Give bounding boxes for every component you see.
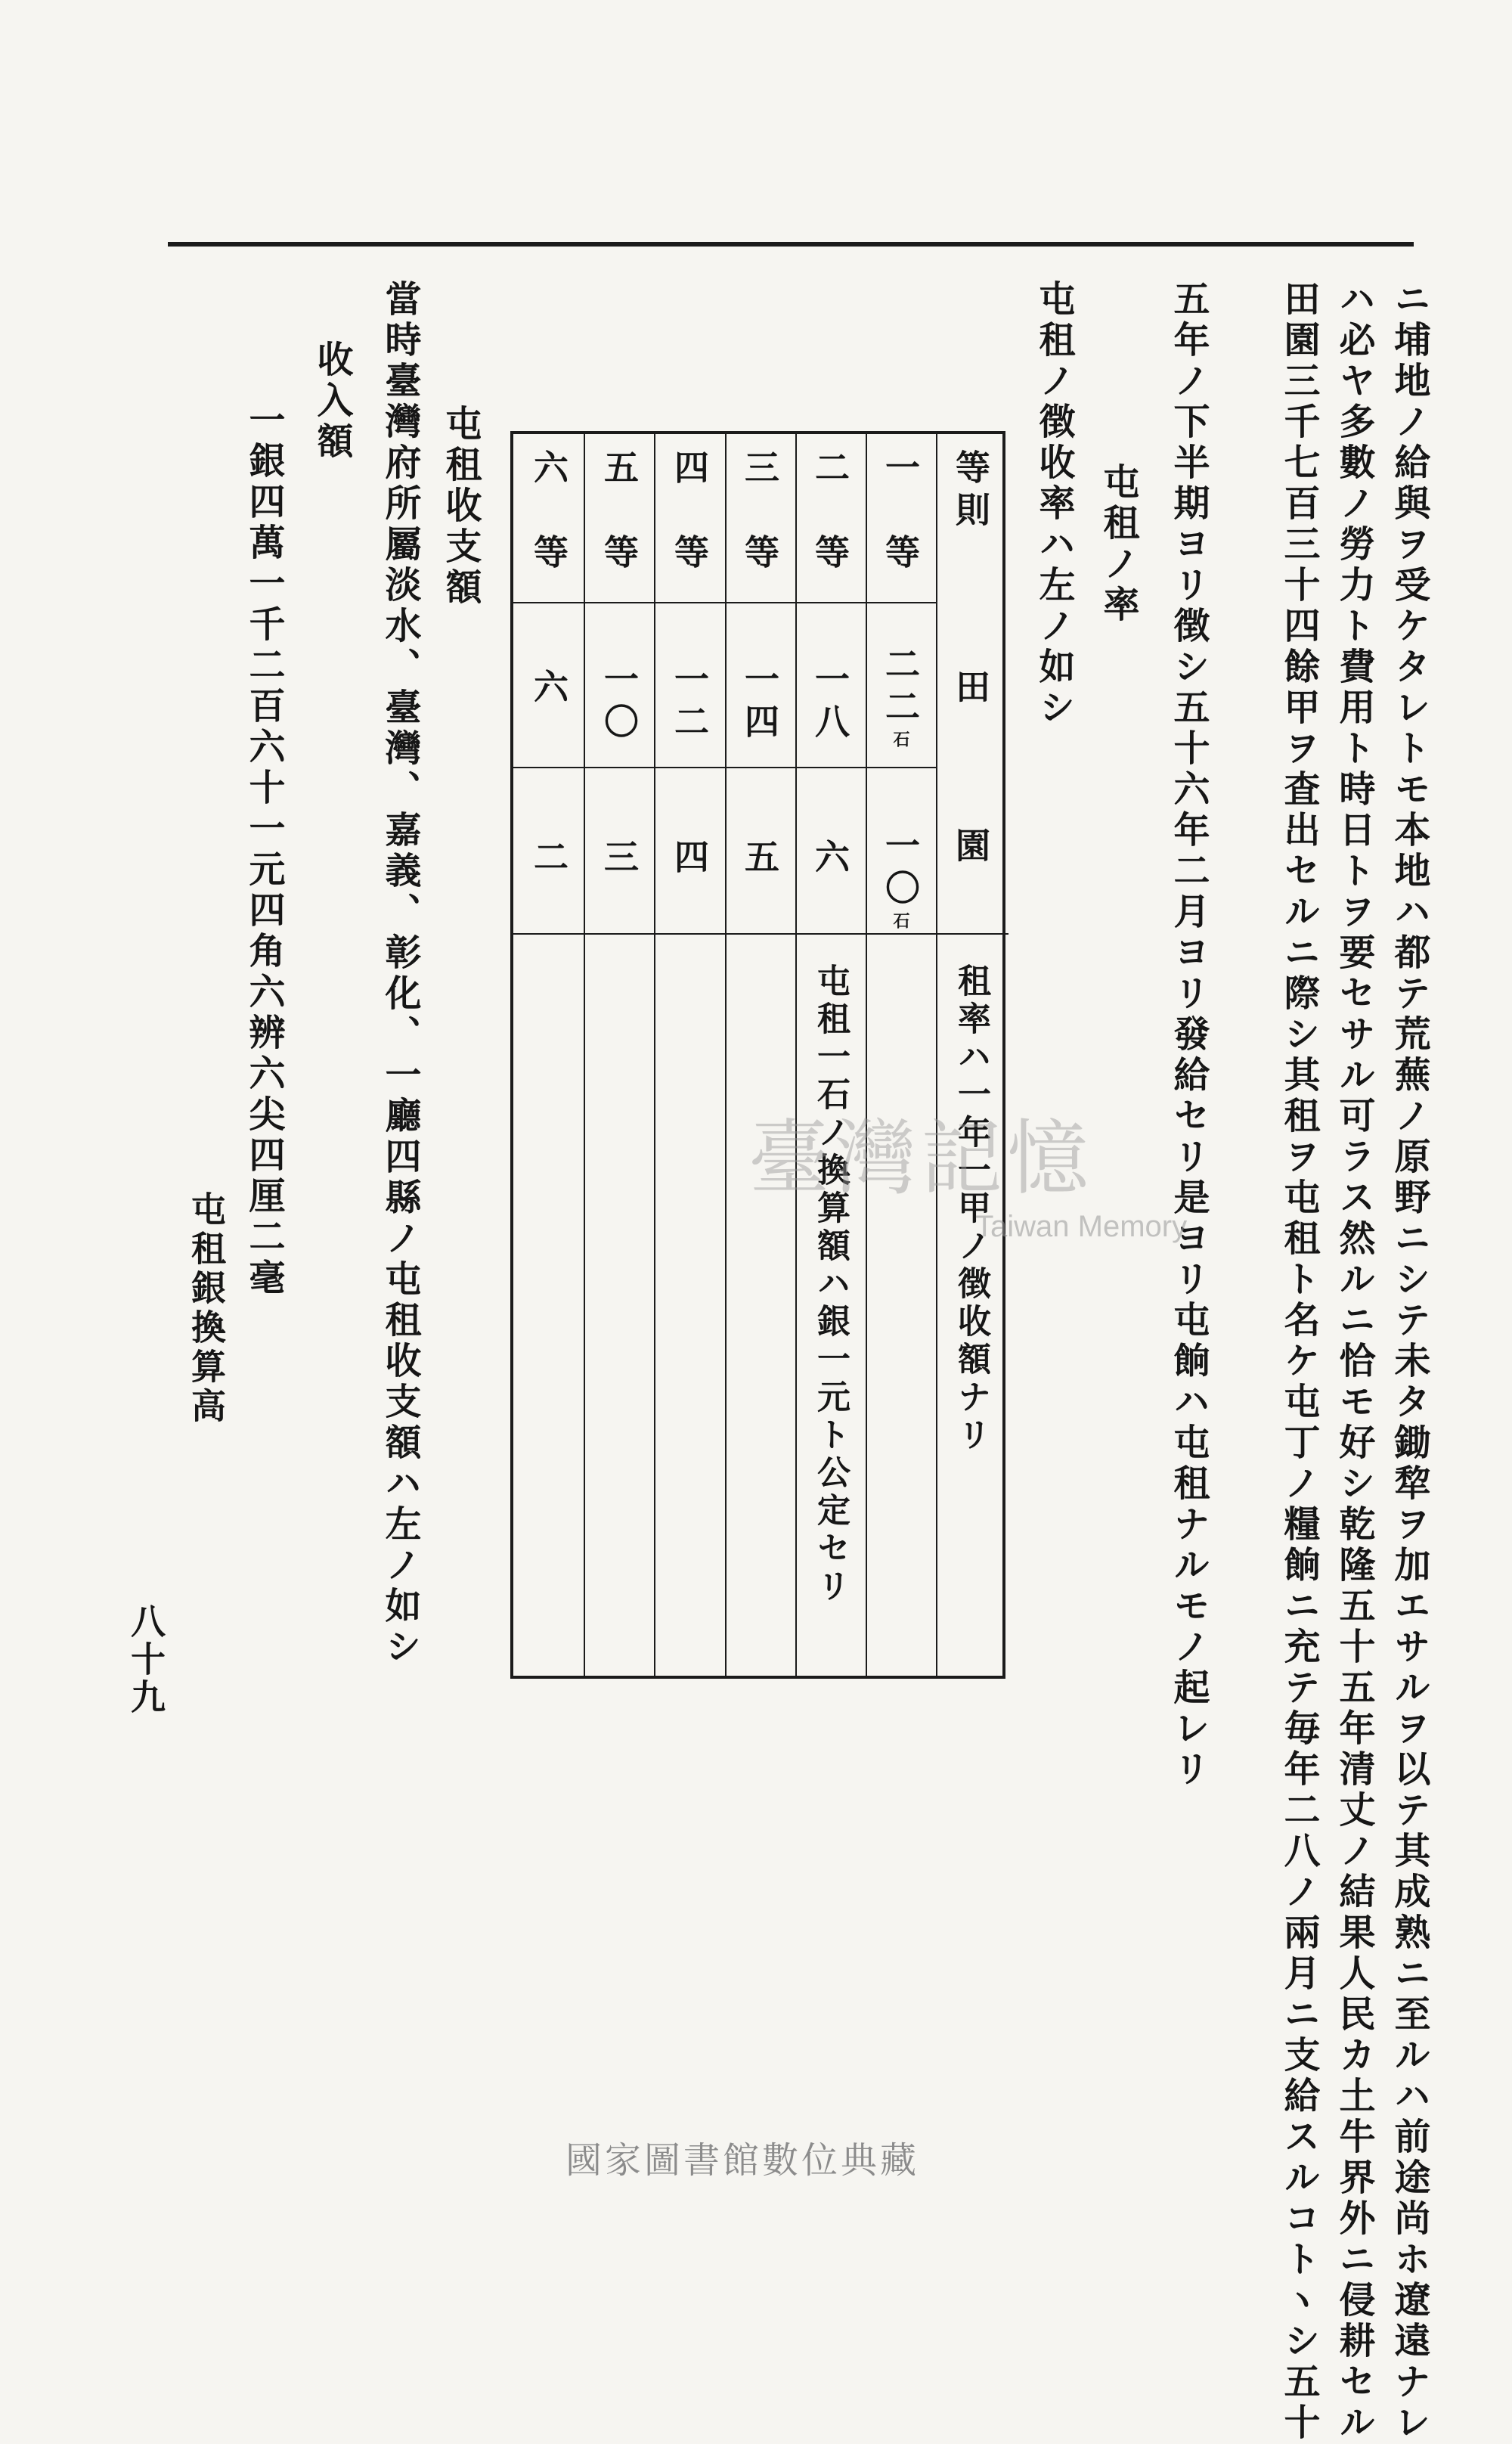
text-column-4: 五年ノ下半期ヨリ徴シ五十六年二月ヨリ發給セリ是ヨリ屯餉ハ屯租ナルモノ起レリ — [1167, 280, 1210, 1791]
row-1-field: 二二石 — [880, 646, 921, 747]
text-column-1: ニ埔地ノ給與ヲ受ケタレトモ本地ハ都テ荒蕪ノ原野ニシテ未タ鋤犂ヲ加エサルヲ以テ其成熟ニ至ルハ前途尚ホ遼遠ナレ — [1388, 280, 1430, 2444]
heading-balance: 屯租收支額 — [439, 405, 482, 609]
heading-rate: 屯租ノ率 — [1097, 463, 1139, 626]
row-5-field: 一〇 — [599, 661, 640, 746]
row-3-field: 一四 — [739, 661, 780, 746]
row-3-grade: 三 等 — [739, 449, 780, 576]
header-note: 租率ハ一年一甲ノ徴收額ナリ — [952, 963, 990, 1455]
row-5-grade: 五 等 — [599, 449, 640, 576]
row-5-garden: 三 — [599, 839, 640, 881]
row-3-garden: 五 — [739, 839, 780, 881]
unit-label: 石 — [891, 912, 910, 929]
rate-table — [510, 431, 1005, 1679]
balance-text: 當時臺灣府所屬淡水、臺灣、嘉義、彰化、一廳四縣ノ屯租收支額ハ左ノ如シ — [379, 280, 421, 1668]
table-footnote: 屯租一石ノ換算額ハ銀一元ト公定セリ — [811, 963, 850, 1606]
row-2-grade: 二 等 — [810, 449, 850, 576]
text-column-3: 田園三千七百三十四餘甲ヲ査出セルニ際シ其租ヲ屯租ト名ケ屯丁ノ糧餉ニ充テ毎年二八ノ兩月ニ支給スルコトヽシ五十 — [1278, 280, 1320, 2444]
header-garden: 園 — [950, 827, 991, 870]
footer-credit: 國家圖書館數位典藏 — [565, 2139, 920, 2182]
page-number: 八十九 — [125, 1603, 166, 1717]
row-2-field: 一八 — [810, 661, 850, 746]
income-line: 一銀四萬一千二百六十一元四角六辨六尖四厘二毫 — [243, 401, 285, 1299]
row-6-field: 六 — [528, 668, 569, 711]
row-4-field: 一二 — [669, 661, 710, 746]
unit-label: 石 — [891, 730, 910, 747]
row-4-grade: 四 等 — [669, 449, 710, 576]
row-6-garden: 二 — [528, 839, 569, 881]
header-rule — [168, 242, 1414, 247]
text-column-2: ハ必ヤ多數ノ勞力ト費用ト時日トヲ要セサル可ラス然ルニ恰モ好シ乾隆五十五年清丈ノ結果人民カ土牛界外ニ侵耕セル — [1333, 280, 1375, 2444]
row-4-garden: 四 — [669, 839, 710, 881]
row-2-garden: 六 — [810, 839, 850, 881]
row-1-grade: 一 等 — [880, 449, 921, 576]
header-grade: 等則 — [950, 449, 991, 534]
watermark-subtitle: Taiwan Memory — [975, 1210, 1188, 1243]
row-6-grade: 六 等 — [528, 449, 569, 576]
row-1-garden: 一〇石 — [880, 827, 921, 929]
header-field: 田 — [950, 668, 991, 711]
intro-rate: 屯租ノ徴收率ハ左ノ如シ — [1033, 280, 1075, 729]
margin-header: 屯租銀換算高 — [186, 1191, 227, 1427]
income-heading: 收入額 — [311, 340, 353, 463]
watermark-logo: 臺灣記憶 — [748, 1112, 1094, 1206]
